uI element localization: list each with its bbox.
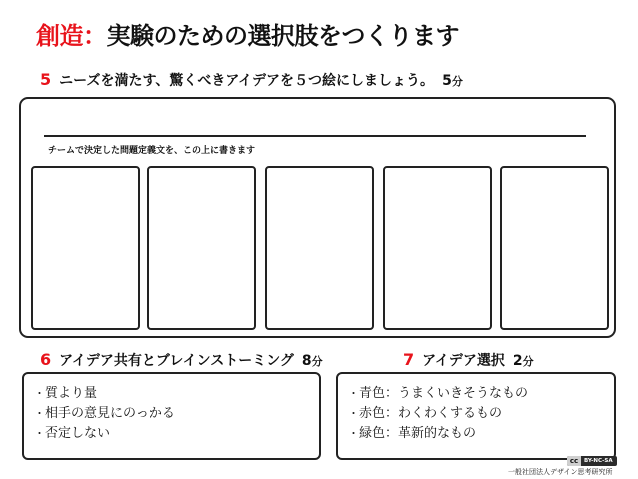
step-7-label: アイデア選択: [422, 353, 505, 369]
selection-criteria-box: [336, 372, 616, 460]
problem-statement-note: チームで決定した問題定義文を、この上に書きます: [48, 146, 256, 156]
step-5-time-unit: 分: [451, 75, 463, 88]
step-7-heading: [403, 350, 534, 370]
title-main: 実験のための選択肢をつくります: [106, 22, 459, 50]
step-7-time-unit: 分: [522, 355, 534, 368]
rule-item: ・ 相手の意見にのっかる: [34, 404, 319, 424]
idea-card-3[interactable]: [265, 166, 374, 330]
criteria-item: ・ 青色：うまくいきそうなもの: [348, 384, 614, 404]
rule-item: ・ 否定しない: [34, 424, 319, 444]
idea-card-1[interactable]: [31, 166, 140, 330]
cc-license-badge: [567, 456, 617, 466]
idea-card-2[interactable]: [147, 166, 256, 330]
idea-card-4[interactable]: [383, 166, 492, 330]
step-6-heading: [40, 350, 323, 370]
brainstorm-rules-box: [22, 372, 321, 460]
step-6-number: 6: [40, 350, 52, 369]
title-accent: 創造：: [36, 22, 107, 50]
cc-icon: cc: [567, 456, 581, 466]
step-5-time: [442, 73, 463, 89]
problem-statement-line[interactable]: [44, 135, 586, 137]
step-6-time-value: 8: [301, 353, 312, 369]
license-label: BY-NC-SA: [584, 458, 613, 464]
rule-item: ・ 質より量: [34, 384, 319, 404]
step-6-time-unit: 分: [311, 355, 323, 368]
step-5-number: 5: [40, 70, 52, 89]
criteria-item: ・ 緑色：革新的なもの: [348, 424, 614, 444]
step-5-heading: [40, 70, 463, 90]
step-7-number: 7: [403, 350, 415, 369]
criteria-item: ・ 赤色：わくわくするもの: [348, 404, 614, 424]
step-5-label: ニーズを満たす、驚くべきアイデアを５つ絵にしましょう。: [59, 73, 435, 89]
page-title: [36, 16, 459, 51]
step-6-time: [302, 353, 323, 369]
step-5-time-value: 5: [442, 73, 452, 89]
step-6-label: アイデア共有とブレインストーミング: [59, 353, 294, 369]
step-7-time: [513, 353, 534, 369]
step-7-time-value: 2: [512, 353, 523, 369]
credit-text: 一般社団法人デザイン思考研究所: [508, 468, 613, 476]
idea-card-5[interactable]: [500, 166, 609, 330]
